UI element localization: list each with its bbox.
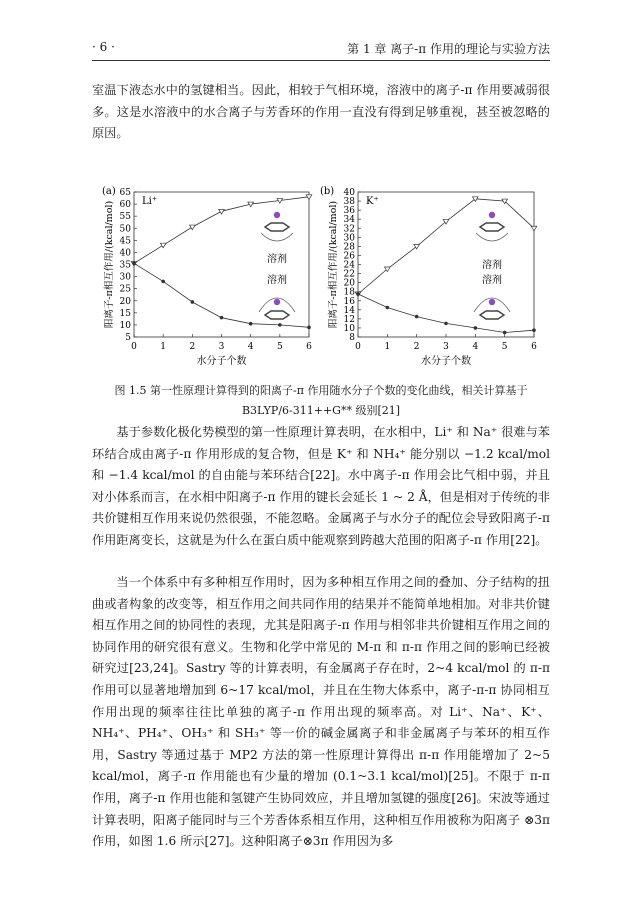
- y-tick-label: 65: [119, 188, 131, 198]
- x-tick-label: 4: [472, 342, 479, 352]
- y-tick-label: 18: [343, 287, 355, 298]
- y-tick-label: 30: [119, 272, 131, 283]
- figure-1-5: [92, 182, 550, 372]
- x-tick-label: 6: [306, 342, 312, 352]
- benzene-ring: [265, 311, 289, 319]
- y-tick-label: 5: [125, 333, 131, 343]
- data-point-dot: [386, 306, 390, 310]
- y-tick-label: 16: [343, 296, 355, 307]
- page-header: [92, 40, 550, 60]
- paragraph-2: 基于参数化极化势模型的第一性原理计算表明，在水相中，Li⁺ 和 Na⁺ 很难与苯环结合成由离子-π 作用形成的复合物，但是 K⁺ 和 NH₄⁺ 能分别以 −1.2 kcal/mol 和 −1.4 kcal/mol 的自由能与苯环结合[22]。水中离子-π 作用会比气相中弱，并且对小体系而言，在水相中阳离子-π 作用的键长会延长 1 ~ 2 Å，但是相对于传统的非共价键相互作用来说仍然很强，不能忽略。金属离子与水分子的配位会导致阳离子-π 作用距离变长，这就是为什么在蛋白质中能观察到跨越大范围的阳离子-π 作用[22]。: [92, 425, 550, 547]
- series-line-1: [358, 199, 534, 294]
- ion-sphere: [489, 212, 495, 218]
- panel-a-x-axis-label: 水分子个数: [196, 356, 247, 367]
- x-tick-label: 1: [160, 342, 167, 352]
- panel-b-frame: [358, 192, 534, 337]
- panel-b-x-axis-label: 水分子个数: [421, 356, 471, 367]
- y-tick-label: 25: [119, 284, 131, 295]
- panel-b-legend: K⁺: [366, 196, 379, 207]
- panel-b-label: (b): [320, 186, 335, 197]
- panel-b-solvent-label-top: 溶剂: [482, 260, 502, 271]
- x-tick-label: 5: [276, 342, 283, 352]
- y-tick-label: 32: [343, 224, 355, 235]
- x-tick-label: 1: [384, 342, 391, 352]
- x-tick-label: 6: [531, 342, 537, 352]
- data-point-dot: [161, 280, 165, 284]
- x-tick-label: 3: [443, 342, 449, 352]
- data-point-dot: [356, 292, 360, 296]
- x-tick-label: 0: [131, 342, 137, 352]
- y-tick-label: 30: [343, 233, 355, 244]
- y-tick-label: 50: [119, 224, 131, 235]
- panel-a-solvent-label-top: 溶剂: [267, 254, 287, 265]
- data-point-dot: [307, 326, 311, 330]
- benzene-ring: [480, 223, 504, 231]
- panel-b-y-axis-label: 阳离子-π相互作用/(kcal/mol): [328, 200, 339, 329]
- data-point-triangle: [190, 225, 196, 230]
- panel-b-series: [355, 197, 537, 334]
- panel-a-benzene-bottom: [259, 298, 295, 319]
- y-tick-label: 10: [119, 320, 131, 331]
- y-tick-label: 40: [343, 188, 355, 198]
- y-tick-label: 36: [343, 206, 355, 217]
- y-tick-label: 14: [343, 305, 355, 316]
- data-point-triangle: [160, 243, 166, 248]
- y-tick-label: 60: [119, 200, 131, 211]
- x-tick-label: 2: [413, 342, 420, 352]
- data-point-dot: [249, 322, 253, 326]
- intro-paragraph: 室温下液态水中的氢键相当。因此，相较于气相环境，溶液中的离子-π 作用要减弱很多。这是水溶液中的水合离子与芳香环的作用一直没有得到足够重视，甚至被忽略的原因。: [92, 83, 550, 141]
- y-tick-label: 55: [119, 212, 131, 223]
- y-tick-label: 10: [343, 323, 355, 334]
- panel-a-benzene-top: [261, 212, 293, 241]
- data-point-dot: [278, 323, 282, 327]
- ion-sphere: [274, 212, 280, 218]
- y-tick-label: 38: [343, 197, 355, 208]
- benzene-ring: [480, 311, 504, 319]
- x-tick-label: 2: [189, 342, 196, 352]
- data-point-triangle: [219, 209, 225, 214]
- y-tick-label: 35: [119, 260, 131, 271]
- x-tick-label: 5: [501, 342, 508, 352]
- y-tick-label: 15: [119, 308, 131, 319]
- panel-b-benzene-bottom: [474, 298, 510, 319]
- y-tick-label: 40: [119, 248, 131, 259]
- y-tick-label: 20: [343, 278, 355, 289]
- series-line-2: [358, 294, 534, 333]
- ion-sphere: [489, 299, 495, 305]
- y-tick-label: 24: [343, 260, 355, 271]
- figure-caption-line-2: B3LYP/6-311++G** 级别[21]: [241, 404, 401, 417]
- ion-sphere: [274, 299, 280, 305]
- data-point-dot: [220, 316, 224, 320]
- figure-caption: [92, 381, 550, 421]
- panel-a-y-axis-label: 阳离子-π相互作用/(kcal/mol): [104, 200, 115, 329]
- y-tick-label: 34: [343, 215, 355, 226]
- panel-b-benzene-top: [476, 212, 508, 241]
- x-tick-label: 4: [247, 342, 254, 352]
- figure-caption-line-1: 图 1.5 第一性原理计算得到的阳离子-π 作用随水分子个数的变化曲线，相关计算基于: [114, 384, 528, 397]
- benzene-ring: [265, 223, 289, 231]
- panel-a-solvent-label-bottom: 溶剂: [267, 275, 287, 286]
- solvent-arc: [261, 233, 293, 241]
- y-tick-label: 8: [349, 333, 355, 343]
- data-point-dot: [415, 315, 419, 319]
- y-tick-label: 20: [119, 296, 131, 307]
- x-tick-label: 3: [218, 342, 225, 352]
- data-point-dot: [503, 331, 507, 335]
- page-number: · 6 ·: [92, 40, 115, 54]
- x-tick-label: 0: [355, 342, 361, 352]
- header-rule: [92, 60, 550, 61]
- panel-b: [320, 186, 537, 367]
- data-point-dot: [474, 326, 478, 330]
- panel-a: [102, 186, 312, 367]
- data-point-dot: [191, 300, 195, 304]
- solvent-arc: [476, 233, 508, 241]
- y-tick-label: 22: [343, 269, 355, 280]
- panel-a-label: (a): [102, 186, 116, 197]
- panel-b-solvent-label-bottom: 溶剂: [482, 275, 502, 286]
- chapter-title: 第 1 章 离子-π 作用的理论与实验方法: [347, 42, 550, 56]
- y-tick-label: 28: [343, 242, 355, 253]
- data-point-triangle: [531, 226, 537, 231]
- data-point-dot: [444, 322, 448, 326]
- y-tick-label: 26: [343, 251, 355, 262]
- data-point-dot: [532, 328, 536, 332]
- y-tick-label: 45: [119, 236, 131, 247]
- paragraph-3: 当一个体系中有多种相互作用时，因为多种相互作用之间的叠加、分子结构的扭曲或者构象的改变等，相互作用之间共同作用的结果并不能简单地相加。对非共价键相互作用之间的协同性的表现，尤其是阳离子-π 作用与相邻非共价键相互作用之间的协同作用的研究很有意义。生物和化学中常见的 M-π 和 π-π 作用之间的影响已经被研究过[23,24]。Sastry 等的计算表明，有金属离子存在时，2~4 kcal/mol 的 π-π 作用可以显著地增加到 6~17 kcal/mol，并且在生物大体系中，离子-π-π 协同相互作用出现的频率往往比单独的离子-π 作用出现的频率高。对 Li⁺、Na⁺、K⁺、NH₄⁺、PH₄⁺、OH₃⁺ 和 SH₃⁺ 等一价的碱金属离子和非金属离子与苯环的相互作用，Sastry 等通过基于 MP2 方法的第一性原理计算得出 π-π 作用能增加了 2~5 kcal/mol，离子-π 作用能也有少量的增加 (0.1~3.1 kcal/mol)[25]。不限于 π-π 作用，离子-π 作用也能和氢键产生协同效应，并且增加氢键的强度[26]。宋波等通过计算表明，阳离子能同时与三个芳香体系相互作用，这种相互作用被称为阳离子 ⊗3π 作用，如图 1.6 所示[27]。这种阳离子⊗3π 作用因为多: [92, 575, 550, 849]
- data-point-dot: [132, 261, 136, 265]
- figure-svg: [92, 182, 550, 372]
- y-tick-label: 12: [343, 314, 355, 325]
- panel-a-legend: Li⁺: [142, 196, 158, 207]
